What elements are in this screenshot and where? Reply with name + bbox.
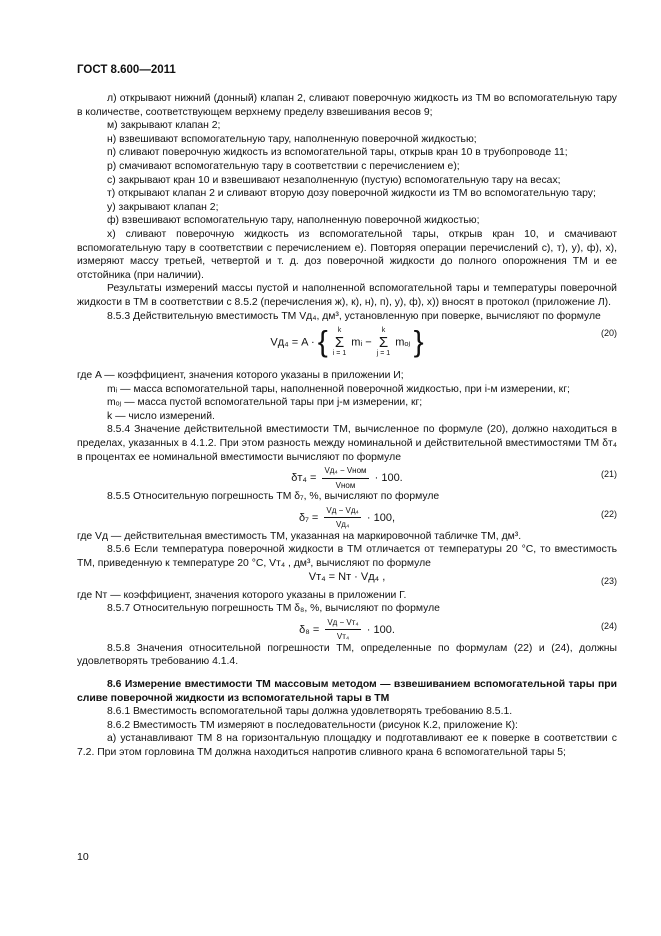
clause-8-6-2: 8.6.2 Вместимость ТМ измеряют в последовательности (рисунок К.2, приложение К): [107,719,518,731]
where-mi: mᵢ — масса вспомогательной тары, наполненной поверочной жидкостью, при i-м измерении, кг; [107,383,570,395]
item-l: л) открывают нижний (донный) клапан 2, сливают поверочную жидкость из ТМ во вспомогательную тару в количестве, соответствующем верхнему пределу взвешивания весов 9; [77,93,617,118]
item-r: р) смачивают вспомогательную тару в соответствии с перечислением е); [107,160,460,172]
clause-8-5-5: 8.5.5 Относительную погрешность ТМ δ₇, %, вычисляют по формуле [107,491,440,503]
formula-number: (20) [600,328,617,339]
item-p: п) сливают поверочную жидкость из вспомогательной тары, открыв кран 10 в трубопроводе 11; [107,147,568,159]
formula-number: (22) [600,508,617,519]
item-m: м) закрывают клапан 2; [107,120,221,132]
where-vd: где Vд — действительная вместимость ТМ, указанная на маркировочной табличке ТМ, дм³. [77,530,522,542]
clause-8-5-7: 8.5.7 Относительную погрешность ТМ δ₈, %, вычисляют по формуле [107,603,440,615]
formula-number: (23) [600,575,617,586]
formula-20-lhs: Vд₄ = A · [270,336,315,349]
formula-20: Vд₄ = A · { k Σ i = 1 mᵢ − k Σ j = 1 mₒⱼ } (20) [270,325,617,359]
item-n: н) взвешивают вспомогательную тару, наполненную поверочной жидкостью; [107,133,477,145]
clause-8-5-6: 8.5.6 Если температура поверочной жидкости в ТМ отличается от температуры 20 °С, то вместимость ТМ, приведенную к температуре 20 °С, Vт₄ , дм³, вычисляют по формуле [77,544,617,570]
body-text [77,92,617,760]
clause-8-5-4: 8.5.4 Значение действительной вместимости ТМ, вычисленное по формуле (20), должно находиться в пределах, указанных в 4.1.2. При этом разность между номинальной и действительной вместимостями ТМ δт₄ в процентах ее номинальной вместимости вычисляют по формуле [77,424,617,463]
where-a: где A — коэффициент, значения которого указаны в приложении И; [77,370,404,382]
results-paragraph: Результаты измерений массы пустой и наполненной вспомогательной тары и температуры поверочной жидкости в ТМ в соответствии с 8.5.2 (перечисления ж), к), н), п), у), ф), х)) вносят в протокол (приложение Л). [77,283,617,308]
formula-21: δт₄ = $\frac{\text{Vд₄ − Vном}}{\text{Vном}}$ · 100. (21) [291,466,617,490]
clause-8-6-1: 8.6.1 Вместимость вспомогательной тары должна удовлетворять требованию 8.5.1. [107,706,513,718]
formula-number: (21) [600,469,617,480]
section-heading-8-6: 8.6 Измерение вместимости ТМ массовым методом — взвешиванием вспомогательной тары при сливе поверочной жидкости из вспомогательной тары в ТМ [77,679,617,704]
formula-number: (24) [600,620,617,631]
where-moj: mₒⱼ — масса пустой вспомогательной тары при j-м измерении, кг; [107,397,423,409]
item-f: ф) взвешивают вспомогательную тару, наполненную поверочной жидкостью; [107,215,480,227]
item-t: т) открывают клапан 2 и сливают вторую дозу поверочной жидкости из ТМ во вспомогательную тару; [107,188,596,200]
item-a: а) устанавливают ТМ 8 на горизонтальную площадку и подготавливают ее к поверке в соответствии с 7.2. При этом горловина ТМ должна находиться напротив сливного крана 6 вспомогательной тары 5; [77,733,617,758]
clause-8-5-3: 8.5.3 Действительную вместимость ТМ Vд₄, дм³, установленную при поверке, вычисляют по формуле [107,310,601,322]
formula-23: Vт₄ = Nт · Vд₄ , (23) [77,571,617,589]
where-k: k — число измерений. [107,410,215,422]
formula-24: δ₈ = $\frac{\text{Vд − Vт₄}}{\text{Vт₄}}$ · 100. (24) [299,617,617,642]
item-u: у) закрывают клапан 2; [107,201,219,213]
formula-22: δ₇ = $\frac{\text{Vд − Vд₄}}{\text{Vд₄}}$ · 100, (22) [298,505,617,530]
where-nt: где Nт — коэффициент, значения которого указаны в приложении Г. [77,589,407,601]
document-header: ГОСТ 8.600—2011 [77,64,176,76]
sum-i: k Σ i = 1 [332,327,347,358]
clause-8-5-8: 8.5.8 Значения относительной погрешности ТМ, определенные по формулам (22) и (24), должны удовлетворять требованию 4.1.4. [77,642,617,668]
page-number: 10 [77,851,89,863]
item-s: с) закрывают кран 10 и взвешивают незаполненную (пустую) вспомогательную тару на весах; [107,174,561,186]
item-h: х) сливают поверочную жидкость из вспомогательной тары, открыв кран 10, и смачивают вспомогательную тару в соответствии с перечислением е). Повторяя операции перечислений с), т), у), ф), х), измеряют массу третьей, четвертой и т. д. доз поверочной жидкости до полного опорожнения ТМ и ее отстойника (при наличии). [77,228,617,281]
sum-j: k Σ j = 1 [376,327,391,358]
